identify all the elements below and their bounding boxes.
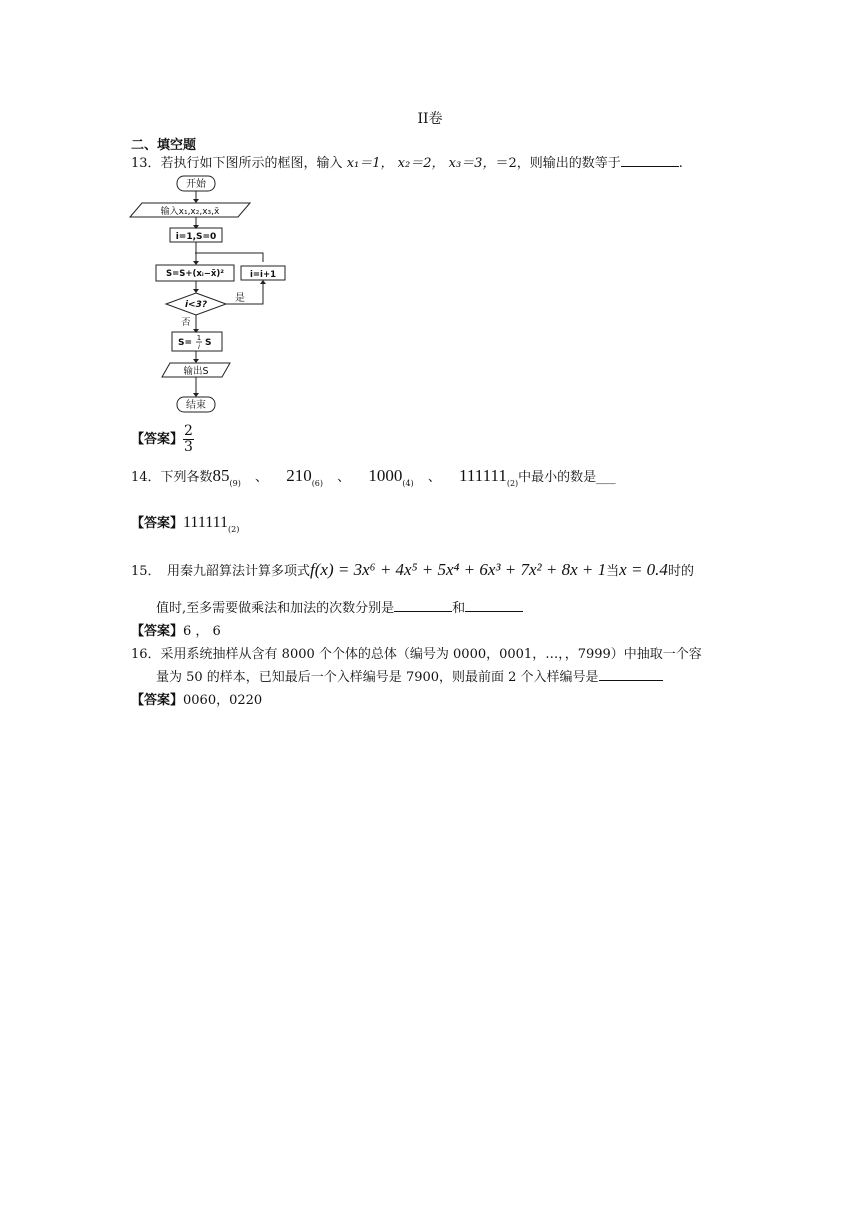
question-15-suffix: 时的 bbox=[667, 564, 694, 579]
fraction-denominator: 3 bbox=[184, 439, 193, 455]
answer-14-value: 111111 bbox=[183, 514, 229, 531]
answer-14-base: (2) bbox=[228, 525, 240, 534]
question-13 bbox=[131, 152, 683, 171]
question-13-rest: ＝2，则输出的数等于 bbox=[495, 156, 621, 171]
answer-13 bbox=[131, 424, 194, 455]
question-14-suffix: 中最小的数是___ bbox=[518, 470, 616, 485]
separator: 、 bbox=[337, 470, 351, 485]
question-14-prefix: 14．下列各数 bbox=[131, 470, 213, 485]
answer-16-value: 0060，0220 bbox=[183, 693, 263, 708]
flowchart-condition-label: i<3? bbox=[184, 300, 208, 310]
question-16: 16．采用系统抽样从含有 8000 个个体的总体（编号为 0000，0001，…，，7999）中抽取一个容 bbox=[131, 647, 702, 662]
number-4-base: (2) bbox=[506, 479, 519, 488]
question-15-mid: 当 bbox=[606, 564, 620, 579]
x-value: x = 0.4 bbox=[619, 560, 668, 579]
flowchart-output-label: 输出S bbox=[183, 366, 209, 377]
question-15-and: 和 bbox=[452, 601, 466, 616]
page-title: II卷 bbox=[417, 111, 443, 127]
answer-blank[interactable] bbox=[621, 154, 679, 167]
flowchart-increment-label: i=i+1 bbox=[250, 270, 276, 280]
number-3: 1000 bbox=[368, 466, 403, 485]
question-13-x2: x₂＝2， bbox=[397, 156, 445, 171]
question-13-text: 13．若执行如下图所示的框图，输入 bbox=[131, 156, 343, 171]
answer-15-value: 6 ， 6 bbox=[183, 624, 221, 639]
answer-label: 【答案】 bbox=[131, 624, 184, 639]
section-heading: 二、填空题 bbox=[131, 138, 197, 153]
fraction-numerator: 2 bbox=[184, 423, 193, 439]
flowchart-start-label: 开始 bbox=[186, 179, 206, 190]
flowchart-final-calc-right: S bbox=[205, 338, 212, 348]
separator: 、 bbox=[255, 470, 269, 485]
polynomial-formula: f(x) = 3x⁶ + 4x⁵ + 5x⁴ + 6x³ + 7x² + 8x + 1 bbox=[310, 560, 607, 579]
answer-16 bbox=[131, 689, 262, 708]
answer-13-fraction bbox=[183, 424, 194, 455]
question-15-line-2-text: 值时,至多需要做乘法和加法的次数分别是 bbox=[156, 601, 395, 616]
answer-blank[interactable] bbox=[465, 599, 523, 612]
flowchart-yes-label: 是 bbox=[235, 293, 245, 304]
flowchart-input-label: 输入x₁,x₂,x₃,x̄ bbox=[160, 207, 220, 217]
question-16-line-2-text: 量为 50 的样本，已知最后一个入样编号是 7900，则最前面 2 个入样编号是 bbox=[156, 670, 599, 685]
number-1: 85 bbox=[212, 466, 230, 485]
flowchart-final-calc-num: 1 bbox=[196, 334, 202, 342]
question-14 bbox=[131, 466, 616, 488]
question-15-prefix: 15． 用秦九韶算法计算多项式 bbox=[131, 564, 311, 579]
question-15 bbox=[131, 560, 694, 580]
separator: 、 bbox=[427, 470, 441, 485]
answer-label: 【答案】 bbox=[131, 432, 184, 447]
number-2-base: (6) bbox=[311, 479, 324, 488]
answer-15 bbox=[131, 620, 221, 639]
flowchart-init-label: i=1,S=0 bbox=[175, 232, 217, 242]
answer-label: 【答案】 bbox=[131, 693, 184, 708]
answer-14 bbox=[131, 512, 239, 534]
flowchart bbox=[130, 172, 276, 420]
question-13-end: . bbox=[678, 156, 683, 171]
question-13-x1: x₁＝1， bbox=[346, 156, 394, 171]
flowchart-end-label: 结束 bbox=[186, 400, 206, 411]
question-13-x3: x₃＝3， bbox=[448, 156, 496, 171]
number-1-base: (9) bbox=[229, 479, 241, 488]
answer-blank[interactable] bbox=[394, 599, 452, 612]
question-16-line-2 bbox=[156, 666, 663, 685]
flowchart-final-calc-left: S= bbox=[178, 338, 193, 348]
number-2: 210 bbox=[286, 466, 312, 485]
flowchart-final-calc-den: i bbox=[198, 343, 200, 351]
number-3-base: (4) bbox=[402, 479, 414, 488]
answer-blank[interactable] bbox=[599, 668, 663, 681]
flowchart-no-label: 否 bbox=[181, 318, 191, 328]
number-4: 111111 bbox=[458, 466, 507, 485]
question-15-line-2 bbox=[156, 597, 523, 616]
answer-label: 【答案】 bbox=[131, 516, 184, 531]
flowchart-update-label: S=S+(xᵢ−x̄)² bbox=[166, 269, 224, 279]
